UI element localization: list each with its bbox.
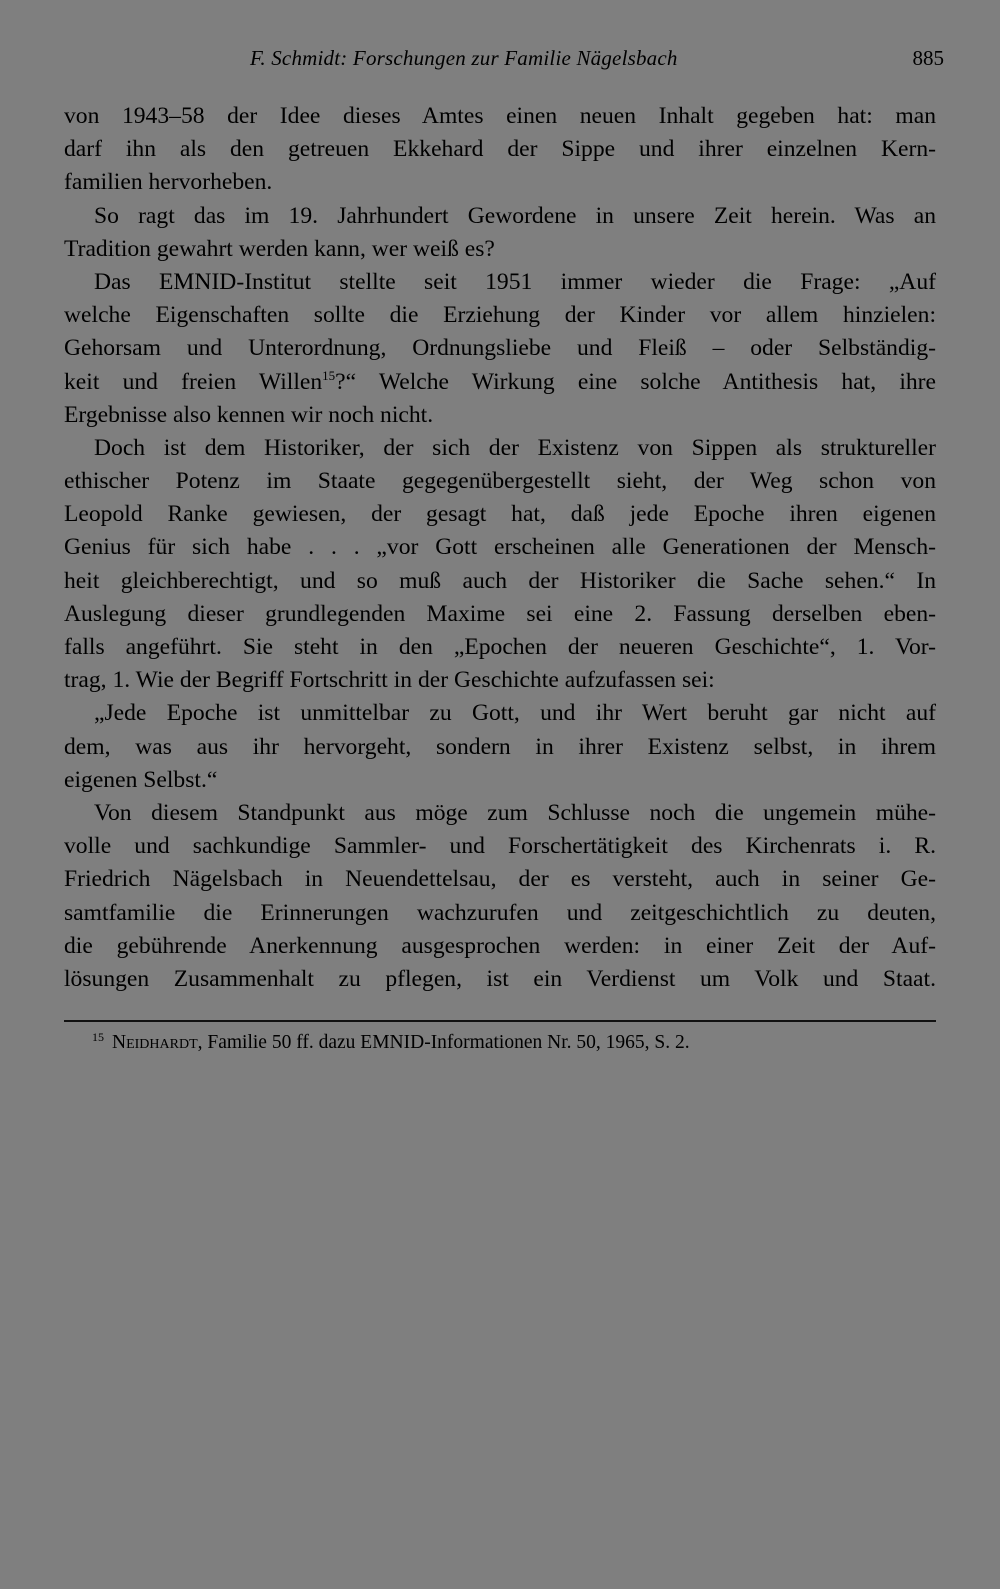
text-segment: keit und freien Willen [64, 368, 323, 395]
text-line: von 1943–58 der Idee dieses Amtes einen neuen Inhalt gegeben hat: man [64, 103, 936, 129]
text-line: darf ihn als den getreuen Ekkehard der Sippe und ihrer einzelnen Kern- [64, 136, 936, 163]
running-title: F. Schmidt: Forschungen zur Familie Nägelsbach [250, 46, 678, 70]
text-line: lösungen Zusammenhalt zu pflegen, ist ein Verdienst um Volk und Staat. [64, 965, 936, 992]
text-line-with-footnote-ref [64, 366, 936, 399]
quote-line: eigenen Selbst.“ [64, 766, 218, 793]
text-line: trag, 1. Wie der Begriff Fortschritt in der Geschichte aufzufassen sei: [64, 667, 715, 694]
page-number: 885 [912, 46, 944, 70]
body-text [64, 100, 936, 996]
text-line: Doch ist dem Historiker, der sich der Existenz von Sippen als struktureller [94, 434, 936, 461]
text-line: familien hervorheben. [64, 169, 273, 196]
text-line: So ragt das im 19. Jahrhundert Gewordene in unsere Zeit herein. Was an [94, 202, 936, 229]
quote-line: „Jede Epoche ist unmittelbar zu Gott, und ihr Wert beruht gar nicht auf [94, 700, 936, 727]
footnote-mark: 15 [92, 1030, 104, 1044]
text-line: Auslegung dieser grundlegenden Maxime sei eine 2. Fassung derselben eben- [64, 600, 936, 627]
text-line: ethischer Potenz im Staate gegegenübergestellt sieht, der Weg schon von [64, 468, 936, 495]
text-line: volle und sachkundige Sammler- und Forschertätigkeit des Kirchenrats i. R. [64, 833, 936, 860]
text-line: Genius für sich habe . . . „vor Gott erscheinen alle Generationen der Mensch- [64, 534, 936, 561]
text-line: Ergebnisse also kennen wir noch nicht. [64, 401, 434, 428]
text-line: heit gleichberechtigt, und so muß auch der Historiker die Sache sehen.“ In [64, 567, 936, 594]
text-line: die gebührende Anerkennung ausgesprochen werden: in einer Zeit der Auf- [64, 932, 936, 959]
running-head [64, 46, 944, 76]
footnote-author: Neidhardt [112, 1032, 198, 1053]
text-line: Leopold Ranke gewiesen, der gesagt hat, daß jede Epoche ihren eigenen [64, 501, 936, 528]
footnote-text: , Familie 50 ff. dazu EMNID-Informationen Nr. 50, 1965, S. 2. [197, 1032, 690, 1053]
footnote-reference: 15 [322, 367, 336, 383]
text-line: samtfamilie die Erinnerungen wachzurufen und zeitgeschichtlich zu deuten, [64, 899, 936, 926]
text-line: welche Eigenschaften sollte die Erziehung der Kinder vor allem hinzielen: [64, 302, 936, 329]
text-line: Gehorsam und Unterordnung, Ordnungsliebe und Fleiß – oder Selbständig- [64, 335, 936, 362]
text-segment: ?“ Welche Wirkung eine solche Antithesis hat, ihre [335, 368, 936, 395]
text-line: Tradition gewahrt werden kann, wer weiß es? [64, 235, 495, 262]
quote-line: dem, was aus ihr hervorgeht, sondern in ihrer Existenz selbst, in ihrem [64, 733, 936, 760]
text-line: Friedrich Nägelsbach in Neuendettelsau, der es versteht, auch in seiner Ge- [64, 866, 936, 893]
text-line: falls angeführt. Sie steht in den „Epochen der neueren Geschichte“, 1. Vor- [64, 634, 936, 660]
footnote [92, 1030, 690, 1057]
footnote-divider [64, 1020, 936, 1022]
text-line: Von diesem Standpunkt aus möge zum Schlusse noch die ungemein mühe- [94, 799, 936, 826]
text-line: Das EMNID-Institut stellte seit 1951 immer wieder die Frage: „Auf [94, 268, 936, 295]
